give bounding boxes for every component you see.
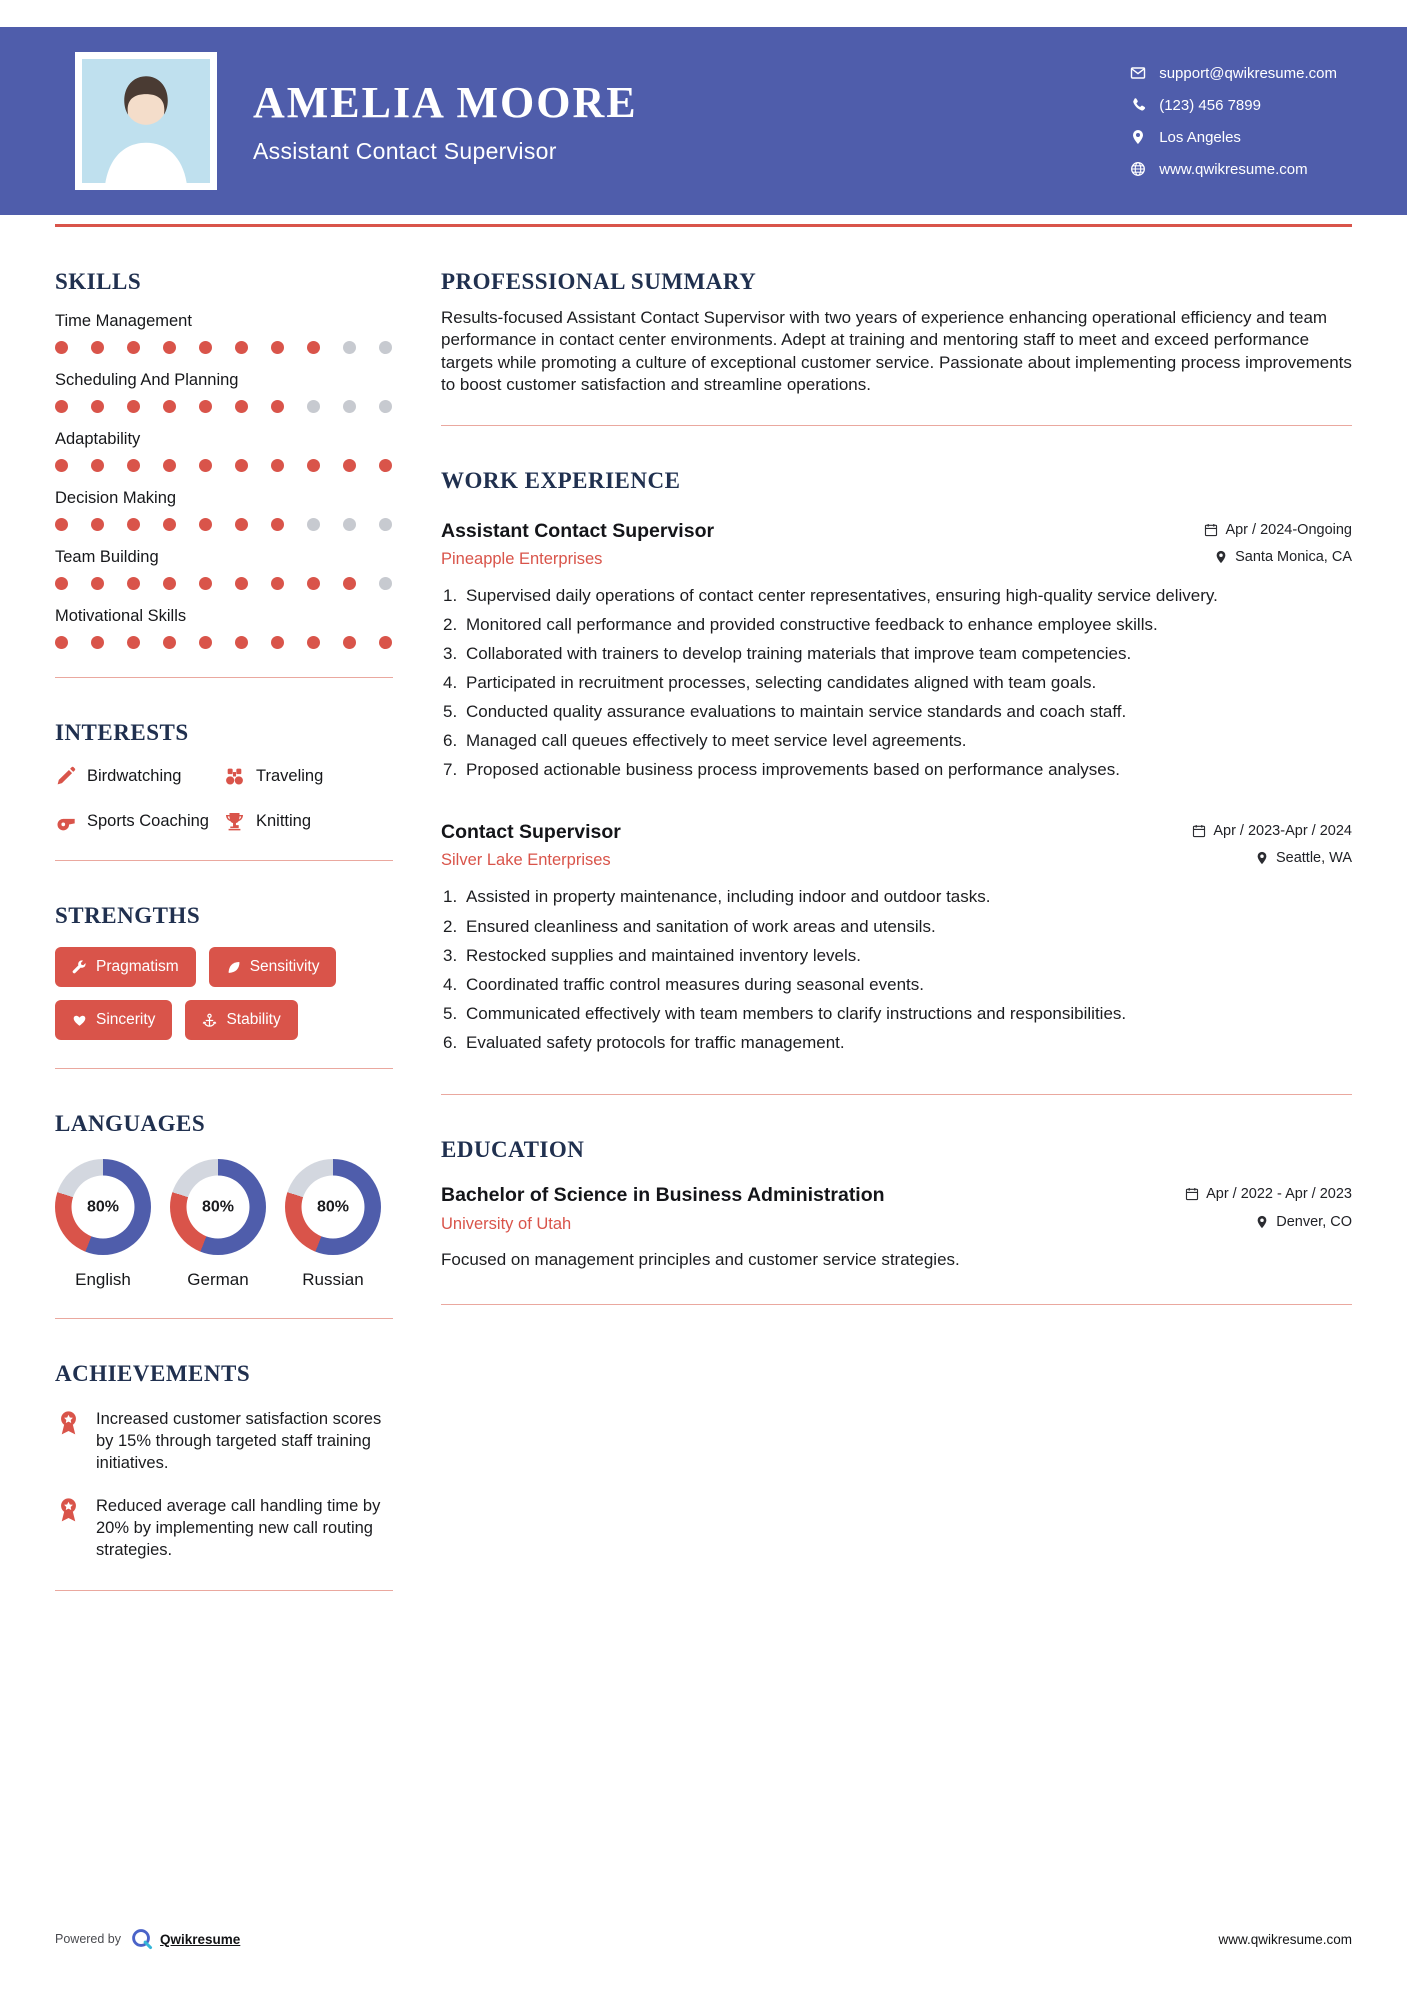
interest-label: Knitting <box>256 812 312 830</box>
strengths-list <box>55 947 393 1040</box>
binoculars-icon <box>224 766 245 787</box>
skill-rating <box>55 400 393 413</box>
language-percent: 80% <box>86 1198 120 1215</box>
summary-heading: PROFESSIONAL SUMMARY <box>441 269 757 294</box>
skill-name: Decision Making <box>55 489 177 507</box>
education-dates <box>1185 1186 1352 1202</box>
job-bullet: Participated in recruitment processes, selecting candidates aligned with team goals. <box>466 673 1097 693</box>
qwikresume-link[interactable]: Qwikresume <box>160 1931 241 1947</box>
languages-section <box>55 1111 393 1319</box>
donut-hole <box>187 1176 250 1239</box>
interest-item <box>55 766 224 787</box>
strengths-section <box>55 903 393 1069</box>
skill-item <box>55 548 393 590</box>
calendar-icon <box>1204 523 1218 537</box>
education-entry <box>441 1183 1352 1270</box>
education-section <box>441 1137 1352 1305</box>
section-divider <box>55 860 393 861</box>
job-bullet: Restocked supplies and maintained inventory levels. <box>466 945 862 965</box>
skills-list <box>55 312 393 649</box>
interest-label: Birdwatching <box>87 767 182 785</box>
job-title: Assistant Contact Supervisor <box>441 519 715 542</box>
degree-name: Bachelor of Science in Business Administration <box>441 1183 885 1206</box>
person-title: Assistant Contact Supervisor <box>253 138 557 164</box>
contact-location-row <box>1130 129 1337 146</box>
job-dates-text: Apr / 2024-Ongoing <box>1225 521 1352 538</box>
job-bullet: Supervised daily operations of contact center representatives, ensuring high-quality service delivery. <box>466 585 1218 605</box>
achievements-list <box>55 1409 393 1562</box>
school-name: University of Utah <box>441 1215 572 1234</box>
interest-label: Sports Coaching <box>87 812 209 830</box>
pin-icon <box>1214 550 1228 564</box>
identity-block <box>253 77 638 165</box>
experience-section <box>441 468 1352 1095</box>
left-column <box>55 227 393 1591</box>
achievements-section <box>55 1361 393 1591</box>
language-percent: 80% <box>316 1198 350 1215</box>
skills-section <box>55 269 393 678</box>
section-divider <box>441 1304 1352 1305</box>
skill-item <box>55 371 393 413</box>
contact-location: Los Angeles <box>1159 128 1241 146</box>
right-column <box>441 227 1352 1591</box>
company-name: Silver Lake Enterprises <box>441 851 611 870</box>
location-icon <box>1130 129 1146 145</box>
language-donut <box>170 1159 266 1255</box>
language-percent: 80% <box>201 1198 235 1215</box>
job-bullet: Monitored call performance and provided constructive feedback to enhance employee skills. <box>466 614 1158 634</box>
calendar-icon <box>1185 1187 1199 1201</box>
globe-icon <box>1130 161 1146 177</box>
languages-list <box>55 1159 393 1290</box>
job-bullets <box>441 585 1352 782</box>
powered-by-text: Powered by <box>55 1932 122 1946</box>
donut-hole <box>302 1176 365 1239</box>
section-divider <box>55 1068 393 1069</box>
strength-label: Sensitivity <box>249 958 320 975</box>
interests-list <box>55 766 393 832</box>
email-icon <box>1130 65 1146 81</box>
language-donut <box>55 1159 151 1255</box>
skill-name: Adaptability <box>55 430 141 448</box>
contact-phone-row <box>1130 97 1337 114</box>
interest-item <box>224 811 393 832</box>
skill-item <box>55 489 393 531</box>
job-dates <box>1192 823 1352 839</box>
contact-email[interactable]: support@qwikresume.com <box>1159 64 1337 82</box>
job-bullet: Coordinated traffic control measures during seasonal events. <box>466 974 924 994</box>
pin-icon <box>1255 1215 1269 1229</box>
content <box>0 227 1407 1591</box>
job-bullet: Assisted in property maintenance, including indoor and outdoor tasks. <box>466 887 991 907</box>
skill-name: Scheduling And Planning <box>55 371 239 389</box>
strength-chip <box>209 947 337 987</box>
achievements-heading: ACHIEVEMENTS <box>55 1361 251 1386</box>
job-bullets <box>441 886 1352 1054</box>
contact-email-row <box>1130 65 1337 82</box>
wrench-icon <box>72 960 87 975</box>
calendar-icon <box>1192 824 1206 838</box>
section-divider <box>55 677 393 678</box>
footer-url[interactable]: www.qwikresume.com <box>1218 1931 1352 1947</box>
job-bullet: Collaborated with trainers to develop training materials that improve team competencies. <box>466 643 1132 663</box>
language-item <box>55 1159 151 1290</box>
job-dates-text: Apr / 2023-Apr / 2024 <box>1213 823 1352 840</box>
strength-label: Sincerity <box>96 1011 156 1028</box>
person-name: AMELIA MOORE <box>253 78 638 127</box>
achievement-text: Increased customer satisfaction scores by 15% through targeted staff training initiatives. <box>96 1410 382 1472</box>
medal-icon <box>55 1496 82 1523</box>
job-title: Contact Supervisor <box>441 821 621 844</box>
skills-heading: SKILLS <box>55 269 142 294</box>
experience-heading: WORK EXPERIENCE <box>441 467 681 493</box>
company-name: Pineapple Enterprises <box>441 549 603 568</box>
contact-website-row <box>1130 161 1337 178</box>
strengths-heading: STRENGTHS <box>55 903 201 928</box>
languages-heading: LANGUAGES <box>55 1111 206 1136</box>
education-heading: EDUCATION <box>441 1136 585 1162</box>
skill-name: Motivational Skills <box>55 607 187 625</box>
education-location <box>1255 1214 1352 1230</box>
whistle-icon <box>55 811 76 832</box>
footer <box>55 1928 1352 1950</box>
language-label: Russian <box>302 1270 364 1289</box>
language-label: English <box>75 1270 131 1289</box>
section-divider <box>441 425 1352 426</box>
strength-chip <box>55 1000 172 1040</box>
skill-rating <box>55 577 393 590</box>
heart-icon <box>72 1013 87 1028</box>
strength-label: Stability <box>226 1011 281 1028</box>
skill-rating <box>55 518 393 531</box>
job-location <box>1255 850 1352 866</box>
pen-icon <box>55 766 76 787</box>
donut-hole <box>72 1176 135 1239</box>
section-divider <box>55 1590 393 1591</box>
education-location-text: Denver, CO <box>1276 1214 1352 1231</box>
skill-name: Team Building <box>55 548 159 566</box>
job-bullet: Evaluated safety protocols for traffic management. <box>466 1032 845 1052</box>
summary-text: Results-focused Assistant Contact Supervisor with two years of experience enhancing operational efficiency and team performance in contact center environments. Adept at training and mentoring staff to meet and exceed performance targets while promoting a culture of exceptional customer service. Passionate about implementing process improvements to boost customer satisfaction and streamline operations. <box>441 308 1352 395</box>
job-entry <box>441 821 1352 1054</box>
medal-icon <box>55 1409 82 1436</box>
language-item <box>170 1159 266 1290</box>
education-note: Focused on management principles and customer service strategies. <box>441 1250 960 1270</box>
achievement-item <box>55 1409 393 1474</box>
interests-section <box>55 720 393 861</box>
contact-phone[interactable]: (123) 456 7899 <box>1159 96 1261 114</box>
interest-item <box>55 811 224 832</box>
skill-rating <box>55 636 393 649</box>
job-bullet: Conducted quality assurance evaluations to maintain service standards and coach staff. <box>466 702 1127 722</box>
interests-heading: INTERESTS <box>55 720 189 745</box>
job-location-text: Santa Monica, CA <box>1235 548 1352 565</box>
job-dates <box>1204 522 1352 538</box>
leaf-icon <box>226 960 241 975</box>
job-entry <box>441 520 1352 782</box>
skill-rating <box>55 459 393 472</box>
achievement-text: Reduced average call handling time by 20% by implementing new call routing strategies. <box>96 1497 381 1559</box>
job-bullet: Communicated effectively with team members to clarify instructions and responsibilities. <box>466 1003 1127 1023</box>
achievement-item <box>55 1496 393 1561</box>
language-item <box>285 1159 381 1290</box>
summary-section <box>441 269 1352 426</box>
interest-item <box>224 766 393 787</box>
strength-label: Pragmatism <box>96 958 179 975</box>
skill-name: Time Management <box>55 312 192 330</box>
language-donut <box>285 1159 381 1255</box>
skill-item <box>55 312 393 354</box>
section-divider <box>55 1318 393 1319</box>
skill-item <box>55 607 393 649</box>
anchor-icon <box>202 1013 217 1028</box>
job-bullet: Proposed actionable business process improvements based on performance analyses. <box>466 760 1120 780</box>
contact-list <box>1130 65 1337 178</box>
interest-label: Traveling <box>256 767 324 785</box>
qwikresume-logo-icon <box>131 1928 153 1950</box>
strength-chip <box>185 1000 297 1040</box>
phone-icon <box>1130 97 1146 113</box>
section-divider <box>441 1094 1352 1095</box>
job-bullet: Managed call queues effectively to meet service level agreements. <box>466 731 967 751</box>
education-dates-text: Apr / 2022 - Apr / 2023 <box>1206 1185 1352 1202</box>
profile-photo <box>75 52 217 190</box>
skill-rating <box>55 341 393 354</box>
language-label: German <box>187 1270 249 1289</box>
job-location-text: Seattle, WA <box>1275 850 1352 867</box>
header <box>0 27 1407 215</box>
trophy-icon <box>224 811 245 832</box>
contact-website[interactable]: www.qwikresume.com <box>1159 160 1308 178</box>
strength-chip <box>55 947 196 987</box>
job-location <box>1214 549 1352 565</box>
skill-item <box>55 430 393 472</box>
pin-icon <box>1255 851 1269 865</box>
job-bullet: Ensured cleanliness and sanitation of work areas and utensils. <box>466 916 936 936</box>
